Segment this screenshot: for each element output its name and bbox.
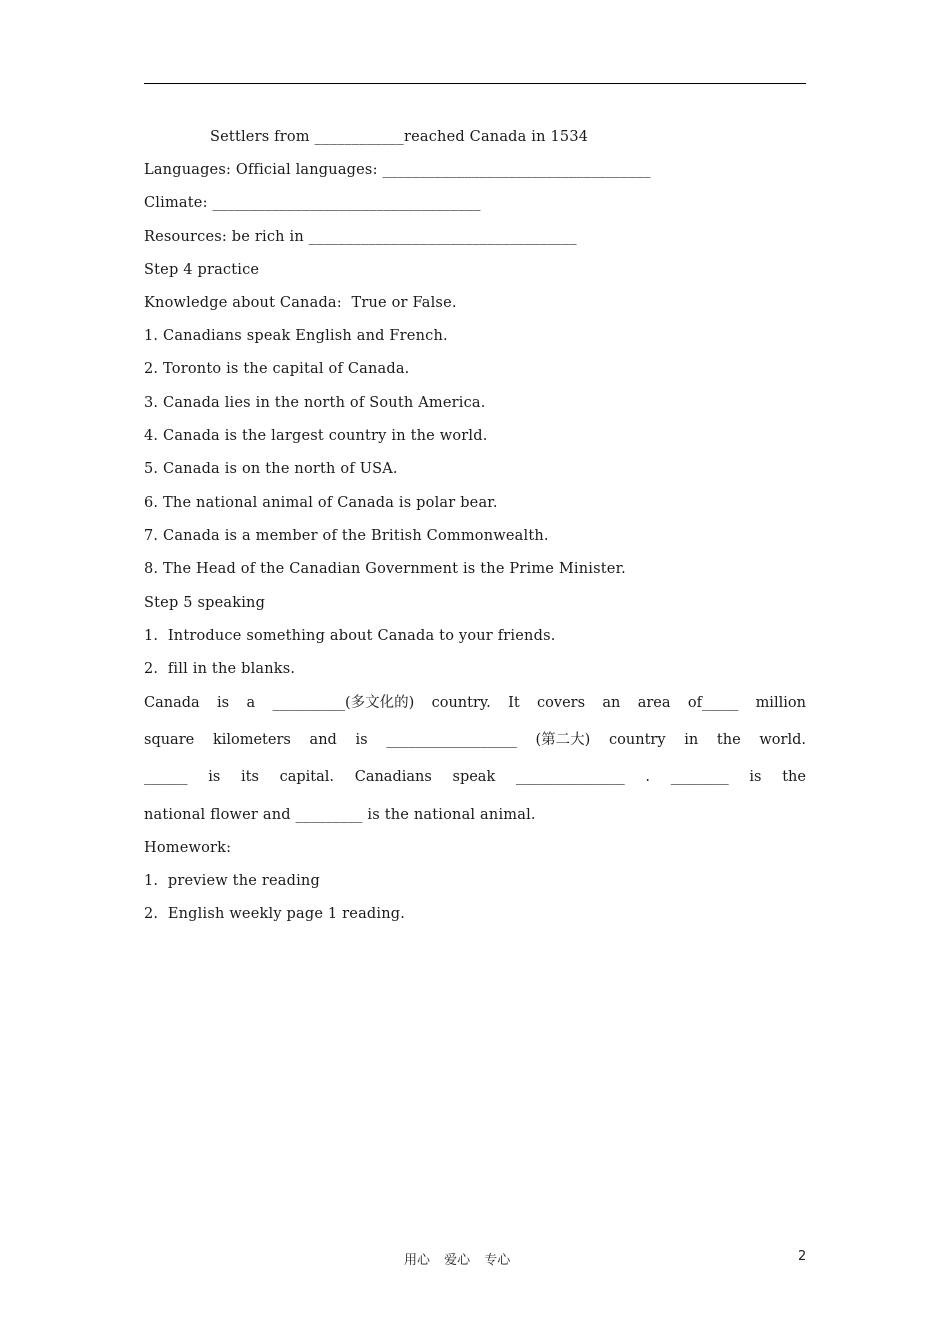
word: is [355, 732, 368, 748]
speaking-task-2: 2. fill in the blanks. [144, 661, 296, 677]
blank: ________ [670, 769, 729, 785]
word: world. [759, 732, 806, 748]
word: country [609, 732, 666, 748]
word: the [716, 732, 741, 748]
speaking-task-1: 1. Introduce something about Canada to your friends. [144, 628, 556, 644]
statement-5: 5. Canada is on the north of USA. [144, 461, 398, 477]
word: kilometers [212, 732, 291, 748]
word: area [637, 695, 671, 711]
word: and [309, 732, 337, 748]
word: the [782, 769, 806, 785]
fill-paragraph-line-4: national flower and _________ is the national animal. [144, 807, 536, 823]
blank: ______ [144, 769, 188, 785]
statement-1: 1. Canadians speak English and French. [144, 328, 448, 344]
page-number: 2 [798, 1249, 807, 1264]
word: . [645, 769, 651, 785]
word: is [208, 769, 221, 785]
word: (第二大) [535, 732, 591, 748]
word: its [241, 769, 259, 785]
knowledge-line: Knowledge about Canada: True or False. [144, 295, 457, 311]
word: million [755, 695, 806, 711]
footer-motto: 用心 爱心 专心 [404, 1253, 511, 1268]
blank: __________(多文化的) [272, 695, 415, 711]
fill-paragraph-line-1 [144, 693, 806, 713]
statement-3: 3. Canada lies in the north of South America. [144, 395, 486, 411]
header-rule [144, 83, 806, 84]
word: capital. [279, 769, 335, 785]
climate-line: Climate: ____________________________________ [144, 195, 481, 211]
homework-heading: Homework: [144, 840, 232, 856]
word: speak [452, 769, 496, 785]
blank: __________________ [386, 732, 517, 748]
blank: of_____ [687, 695, 739, 711]
word: Canadians [354, 769, 432, 785]
word: Canada [144, 695, 200, 711]
word: a [246, 695, 256, 711]
settlers-line: Settlers from ____________reached Canada in 1534 [210, 129, 589, 145]
statement-4: 4. Canada is the largest country in the world. [144, 428, 488, 444]
word: It [508, 695, 520, 711]
step4-heading: Step 4 practice [144, 262, 260, 278]
step5-heading: Step 5 speaking [144, 595, 266, 611]
word: square [144, 732, 195, 748]
homework-item-2: 2. English weekly page 1 reading. [144, 906, 406, 922]
word: covers [537, 695, 586, 711]
fill-paragraph-line-3 [144, 767, 806, 787]
word: in [684, 732, 699, 748]
word: is [217, 695, 230, 711]
statement-6: 6. The national animal of Canada is polar bear. [144, 495, 498, 511]
resources-line: Resources: be rich in ____________________________________ [144, 229, 577, 245]
word: country. [431, 695, 491, 711]
homework-item-1: 1. preview the reading [144, 873, 320, 889]
statement-7: 7. Canada is a member of the British Commonwealth. [144, 528, 549, 544]
statement-8: 8. The Head of the Canadian Government is the Prime Minister. [144, 561, 626, 577]
fill-paragraph-line-2 [144, 730, 806, 750]
languages-line: Languages: Official languages: ____________________________________ [144, 162, 651, 178]
statement-2: 2. Toronto is the capital of Canada. [144, 361, 410, 377]
word: an [602, 695, 621, 711]
word: is [749, 769, 762, 785]
blank: _______________ [515, 769, 625, 785]
